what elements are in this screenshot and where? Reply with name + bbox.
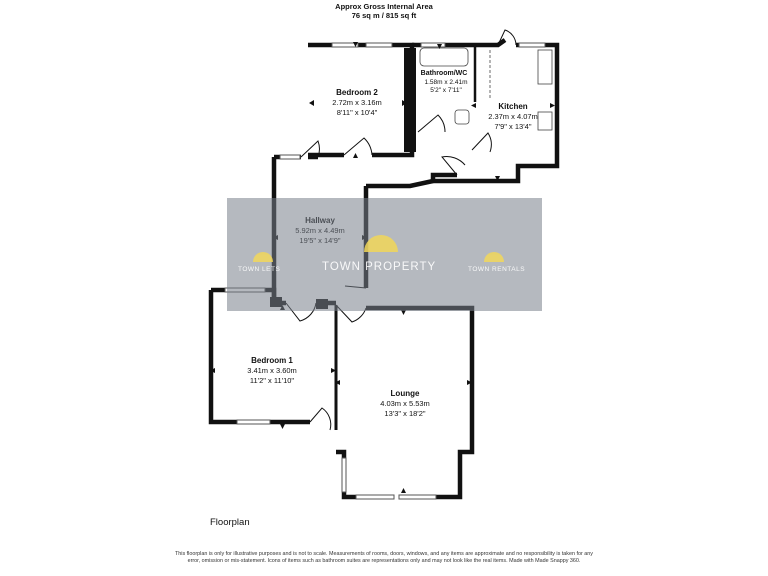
bathroom-metric: 1.58m x 2.41m: [424, 79, 468, 86]
bathroom-imperial: 5'2" x 7'11": [430, 87, 462, 94]
watermark-right: TOWN RENTALS: [468, 266, 526, 273]
bedroom2-imperial: 8'11" x 10'4": [336, 108, 378, 117]
kitchen-imperial: 7'9" x 13'4": [494, 122, 532, 131]
bedroom2-name: Bedroom 2: [336, 88, 378, 97]
disclaimer: This floorplan is only for illustrative purposes and is not to scale. Measurements of rooms, doors, windows, and any items are approximate and no responsibility is taken for any error, omission or mis-statement. Icons of items such as bathroom suites are representations only and may not look like the real items. Made with Made Snappy 360.: [175, 551, 593, 565]
lounge-metric: 4.03m x 5.53m: [380, 399, 430, 408]
area-title: Approx Gross Internal Area: [335, 2, 433, 11]
kitchen-name: Kitchen: [498, 102, 528, 111]
sun-logo-icon: [364, 235, 398, 252]
bedroom1-name: Bedroom 1: [251, 356, 293, 365]
bedroom1-imperial: 11'2" x 11'10": [249, 376, 295, 385]
bedroom2-metric: 2.72m x 3.16m: [332, 98, 382, 107]
area-value: 76 sq m / 815 sq ft: [351, 11, 417, 20]
kitchen-metric: 2.37m x 4.07m: [488, 112, 538, 121]
bathroom-name: Bathroom/WC: [420, 70, 468, 77]
watermark-left: TOWN LETS: [238, 266, 281, 273]
bedroom1-metric: 3.41m x 3.60m: [247, 366, 297, 375]
sun-logo-icon: [253, 252, 273, 262]
watermark-main: TOWN PROPERTY: [322, 261, 437, 273]
lounge-imperial: 13'3" x 18'2": [384, 409, 426, 418]
floorplan-caption: Floorplan: [210, 517, 250, 528]
lounge-name: Lounge: [390, 389, 420, 398]
sun-logo-icon: [484, 252, 504, 262]
